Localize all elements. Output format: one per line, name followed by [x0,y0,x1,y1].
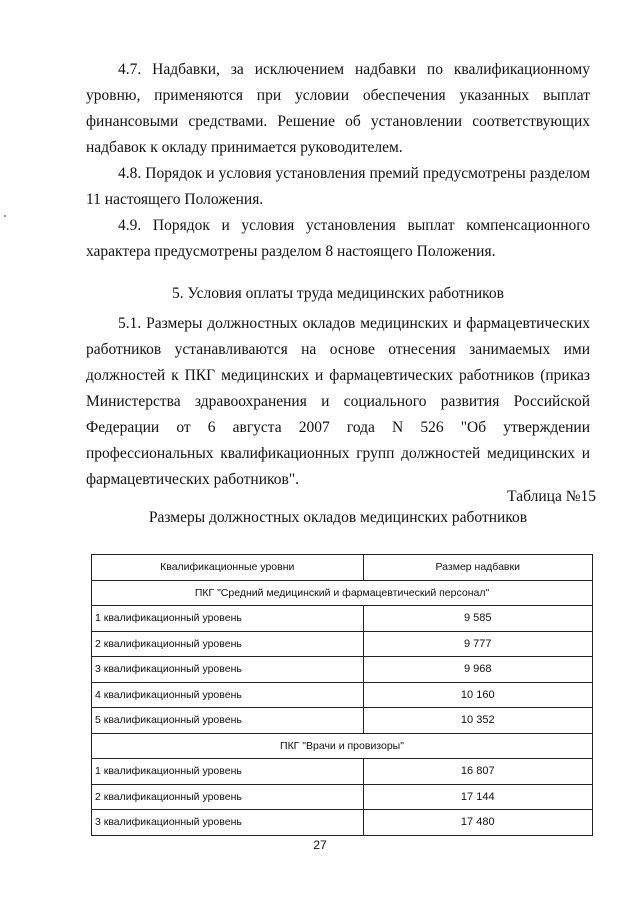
paragraph-4-9: 4.9. Порядок и условия установления выплат компенсационного характера предусмотрены разделом 8 настоящего Положения. [86,217,590,260]
table-row [92,682,593,708]
level-cell: 5 квалификационный уровень [92,708,364,734]
group-name: ПКГ "Врачи и провизоры" [92,733,593,759]
margin-mark [4,215,6,217]
paragraph-4-7: 4.7. Надбавки, за исключением надбавки по квалификационному уровню, применяются при условии обеспечения указанных выплат финансовыми средствами. Решение об установлении соответствующих надбавок к окладу принимается руководителем. [86,61,590,156]
table-row [92,657,593,683]
group-row [92,580,593,606]
amount-cell: 17 144 [363,784,593,810]
paragraph-5-1: 5.1. Размеры должностных окладов медицинских и фармацевтических работников устанавливаются на основе отнесения занимаемых ими должностей к ПКГ медицинских и фармацевтических работников (приказ Министерства здравоохранения и социального развития Российской Федерации от 6 августа 2007 года N 526 "Об утверждении профессиональных квалификационных групп должностей медицинских и фармацевтических работников". [86,315,590,488]
level-cell: 4 квалификационный уровень [92,682,364,708]
page-number: 27 [313,838,327,852]
table-title: Размеры должностных окладов медицинских работников [148,509,528,526]
group-name: ПКГ "Средний медицинский и фармацевтический персонал" [92,580,593,606]
amount-cell: 10 160 [363,682,593,708]
table-header-row [92,555,593,581]
level-cell: 1 квалификационный уровень [92,606,364,632]
group-row [92,733,593,759]
amount-cell: 16 807 [363,759,593,785]
amount-cell: 9 585 [363,606,593,632]
level-cell: 3 квалификационный уровень [92,657,364,683]
amount-cell: 10 352 [363,708,593,734]
table-row [92,708,593,734]
table-label: Таблица №15 [507,488,596,505]
table-row [92,631,593,657]
level-cell: 2 квалификационный уровень [92,631,364,657]
paragraph-4-8: 4.8. Порядок и условия установления премий предусмотрены разделом 11 настоящего Положения. [86,165,590,208]
amount-cell: 9 968 [363,657,593,683]
section-heading: 5. Условия оплаты труда медицинских работников [172,285,504,302]
table-row [92,784,593,810]
level-cell: 1 квалификационный уровень [92,759,364,785]
amount-cell: 9 777 [363,631,593,657]
header-amount: Размер надбавки [363,555,593,581]
table-row [92,759,593,785]
table-row [92,606,593,632]
amount-cell: 17 480 [363,810,593,836]
salary-table [91,554,593,836]
level-cell: 3 квалификационный уровень [92,810,364,836]
table-row [92,810,593,836]
header-levels: Квалификационные уровни [92,555,364,581]
level-cell: 2 квалификационный уровень [92,784,364,810]
